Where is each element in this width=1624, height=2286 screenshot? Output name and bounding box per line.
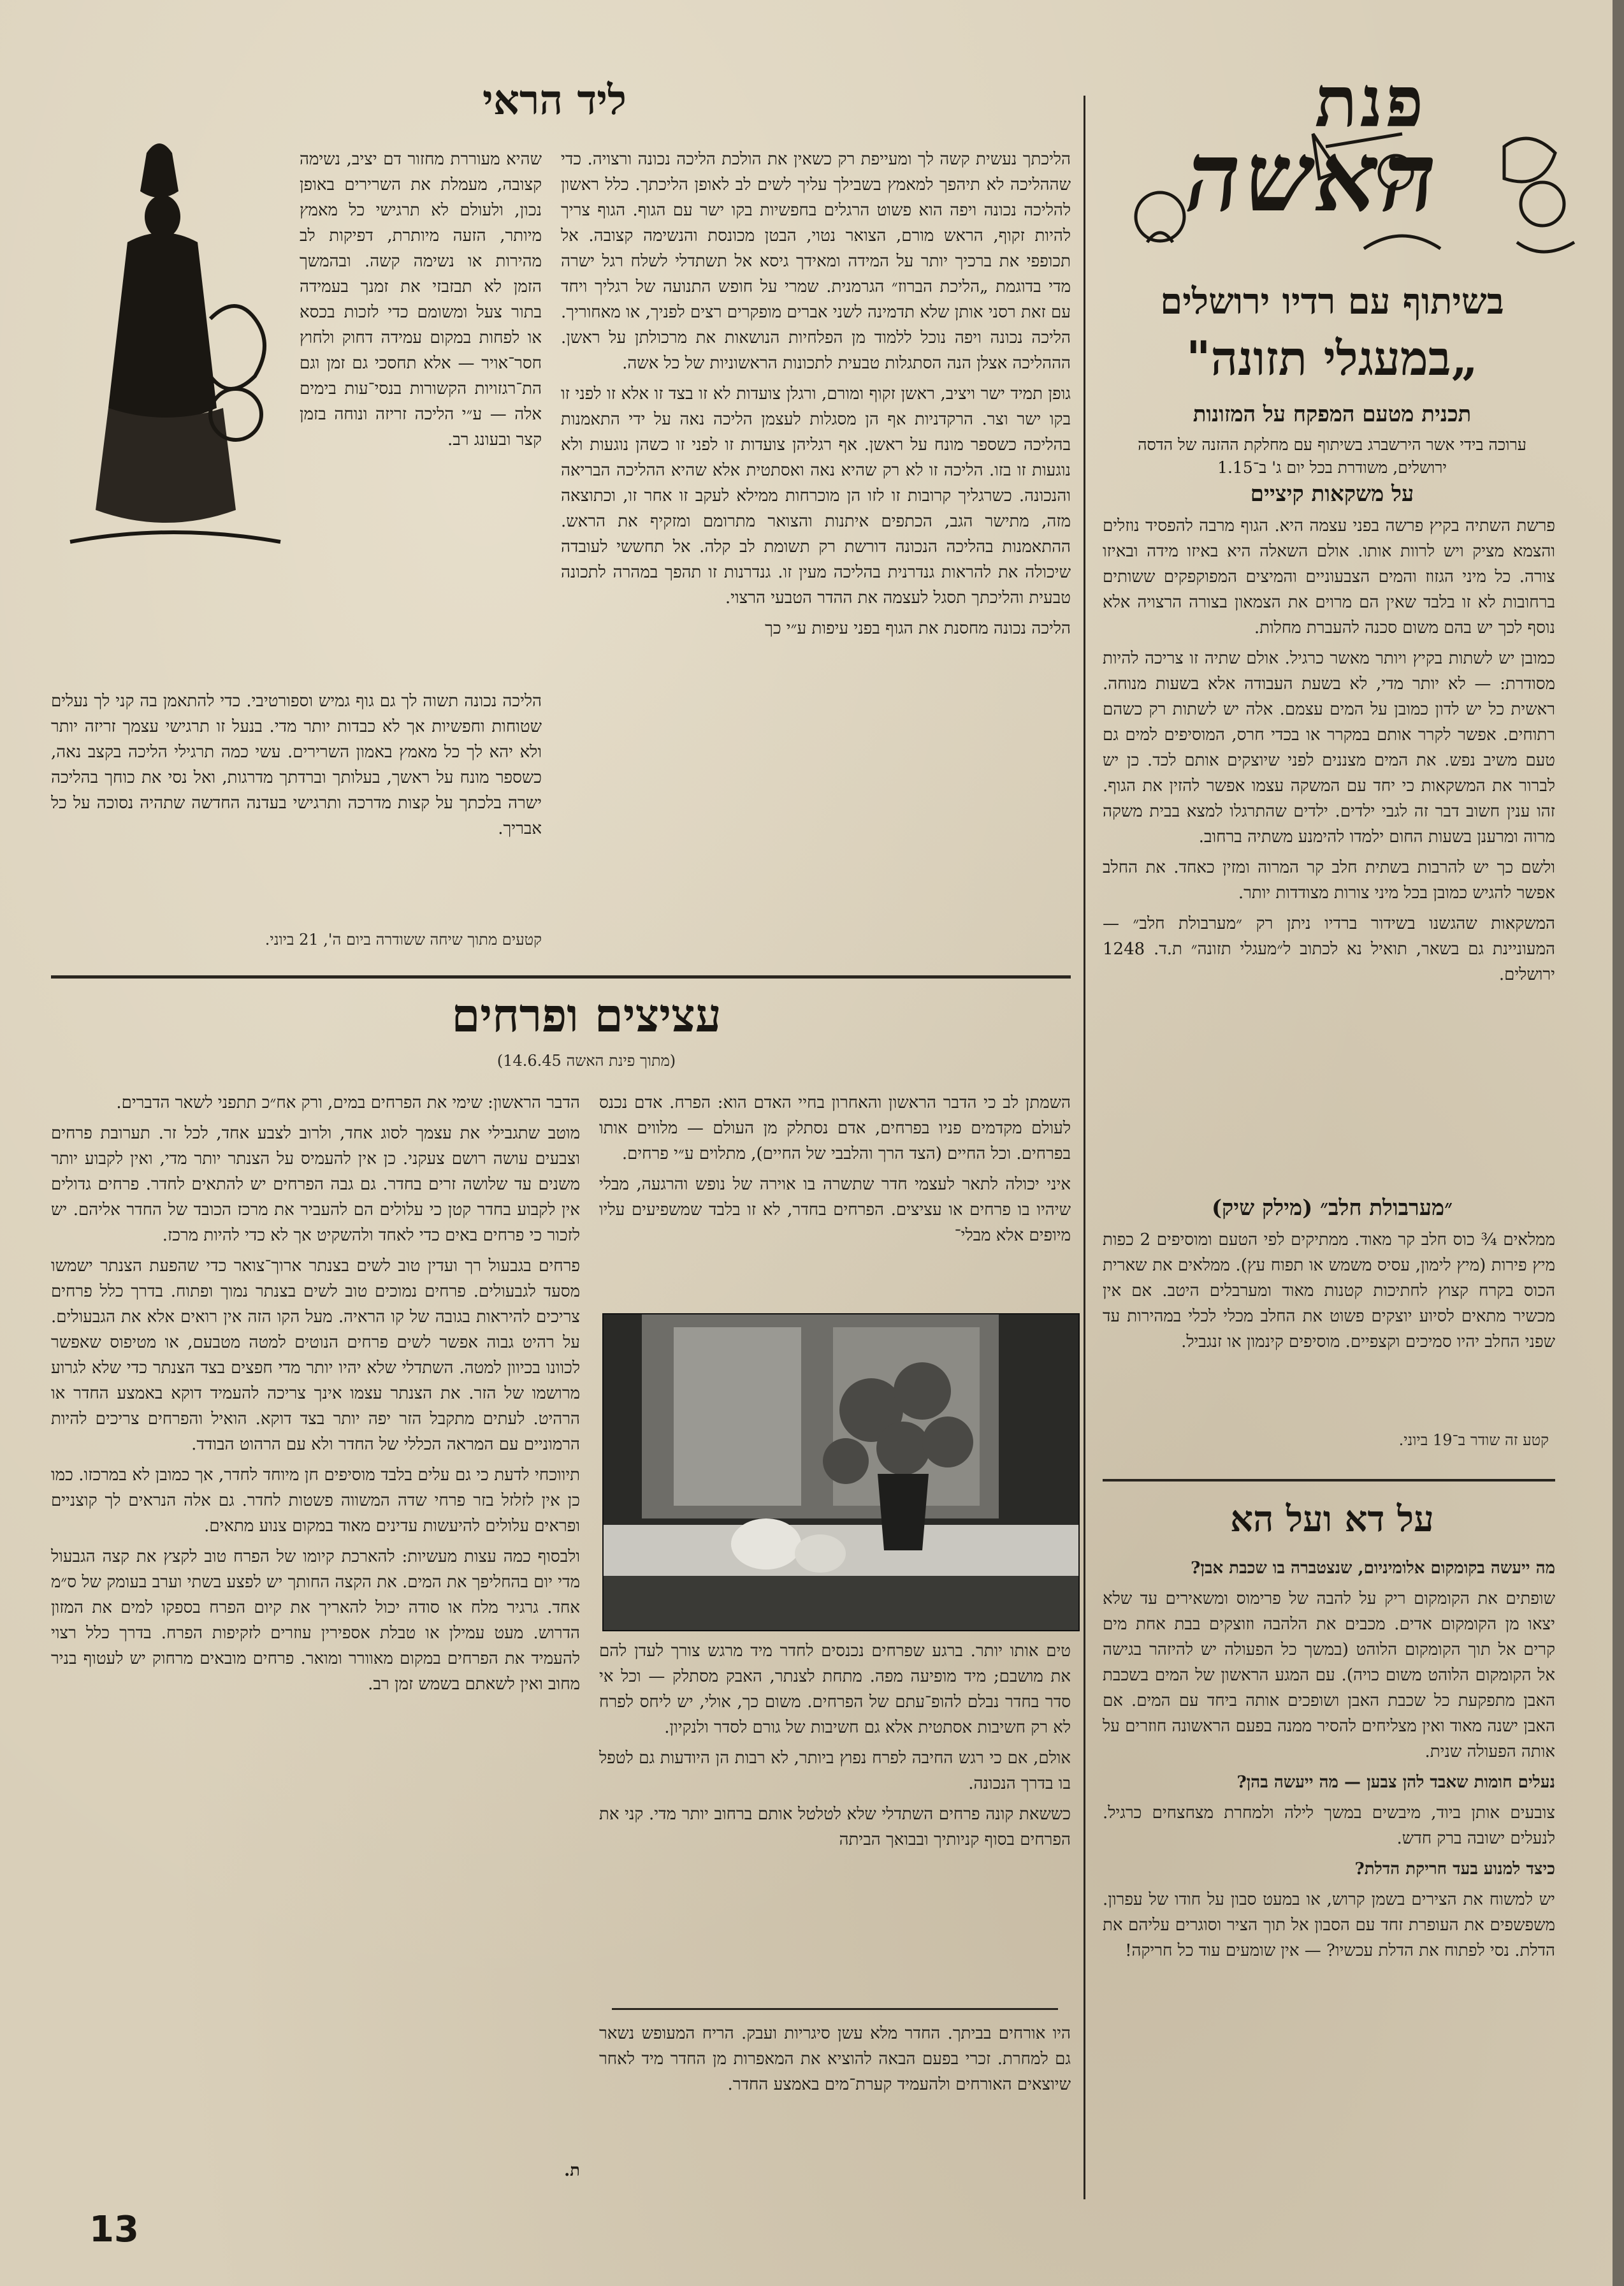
plants-intro [599,1090,1071,1307]
paragraph: ולשם כך יש להרבות בשתית חלב קר המרוה ומזין כאחד. את החלב אפשר להגיש כמובן בכל מיני צורות מצודדות יותר. [1103,858,1555,903]
summer-drinks-title: על משקאות קיציים [1250,481,1414,507]
this-and-that-body [1103,1555,1555,2199]
masthead-large: האשה [1185,121,1440,233]
plants-end-mark: ת. [564,2161,580,2180]
plants-tip [599,2021,1071,2148]
paragraph: תיווכחי לדעת כי גם עלים בלבד מוסיפים חן מיוחד לחדר, אך כמובן לא במרכזו. כמו כן אין לזלזל בזר פרחי שדה המשווה פשטות לחדר. גם אלה הנראים לך קוצניים ופראים עלולים להיעשות עדינים מאוד במקום צנוע מתאים. [51,1466,580,1536]
paragraph: ולבסוף כמה עצות מעשיות: להארכת קיומו של הפרח טוב לקצץ את קצה הגבעול מדי יום בהחליפך את המים. את הקצה החותך יש לפצע בשתי וערב בעומק של ס״מ אחד. גרגיר מלח או סודה יכול להאריך את קיום הפרח בספקו למים את המזון הדרוש. מעט עמילן או טבלת אספירין עוזרים לזקיפות הפרח. בדרך כלל רצוי להעמיד את הפרחים במקום מאוורר ומואר. פרחים מובאים מרחוק יש לעטוף בניר מחוב ואין לשאתם בשמש זמן רב. [51,1547,580,1694]
paragraph: טים אותו יותר. ברגע שפרחים נכנסים לחדר מיד מרגש צורך לעדן להם את מושבם; מיד מופיעה מפה. מתחת לצנתר, האבק מסתלק — וכל אי סדר בחדר נבלם להופ־עתם של הפרחים. משום כך, אולי, יש ליחס לפרח לא רק חשיבות אסתטית אלא גם חשיבות של גורם לסדר ולנקיון. [599,1642,1071,1737]
paragraph: כמובן יש לשתות בקיץ ויותר מאשר כרגיל. אולם שתיה זו צריכה להיות מסודרת: — לא יותר מדי, לא בשעת העבודה אלא בשעות מנוחה. ראשית כל יש לדון כמובן על המים עצמם. אלה יש לשתות רק כשהם רתוחים. אפשר לקרר אותם במקרר או בכדי חרס, המוסיפים למים גם טעם משיב נפש. את המים מצננים לפני שיוצקים אותם לכד. כן יש לברור את המשקאות כי יחד עם המשקה עצמו אפשר להזין את הגוף. זהו ענין חשוב דבר זה לגבי ילדים. ילדים שהתרגלו למצא בבית משקה מרוה ומרענן בשעות החום ילמדו להימנע משתיה ברחוב. [1103,649,1555,847]
mirror-col-left [300,147,542,682]
radio-program-title: „במעגלי תזונה" [1185,331,1479,386]
recipe-text: ממלאים ¾ כוס חלב קר מאוד. ממתיקים לפי הטעם ומוסיפים 2 כפות מיץ פירות (מיץ לימון, עסיס משמש או תפוח עץ). ממלאים את שארית הכוס בקרח קצוץ לחתיכות קטנות מאוד ומערבלים היטב. אם אין מכשיר מתאים לסיוע יוצקים פשוט את החלב מכלי לכלי במהירות עד שפני החלב יהיו סמיכים וקצפיים. מוסיפים קינמון או זנגביל. [1103,1230,1555,1351]
answer: שופתים את הקומקום ריק על להבה של פרימוס ומשאירים עד שלא יצאו מן הקומקום אדים. מכבים את הלהבה וזוצקים בבת אחת מים קרים אל תוך הקומקום הלוהט (במשך כל הפעולה יש להיזהר בגישה אל הקומקום הלוהט משום כויה). עם המגע הראשון של המים בשכבת האבן מתפקעת כל שכבת האבן ושופכים אותה ביחד עם המים. אם האבן ישנה מאוד ואין מצליחים להסיר ממנה בפעם הראשונה חוזרים על אותה הפעולה שנית. [1103,1589,1555,1761]
mirror-title: ליד הראי [482,76,627,124]
question: כיצד למנוע בעד חריקת הדלת? [1354,1860,1555,1879]
question: מה ייעשה בקומקום אלומיניום, שנצטברה בו שכבת אבן? [1191,1559,1555,1578]
mirror-col-right [561,147,1071,937]
radio-subtitle: תכנית מטעם המפקח על המזונות [1193,402,1472,427]
recipe-title: ״מערבולת חלב״ (מילק שיק) [1211,1195,1453,1221]
divider [1103,1479,1555,1482]
paragraph: היו אורחים בביתך. החדר מלא עשן סיגריות ועבק. הריח המעופש נשאר גם למחרת. זכרי בפעם הבאה להוציא את המאפרות מן החדר מיד לאחר שיוצאים האורחים ולהעמיד קערת־מים באמצע החדר. [599,2024,1071,2094]
mirror-credit: קטעים מתוך שיחה ששודרה ביום ה', 21 ביוני. [265,931,542,949]
masthead-small: פנת [1314,61,1426,143]
summer-drinks-body [1103,513,1555,1202]
paragraph: גופן תמיד ישר ויציב, ראשן זקוף ומורם, ורגלן צועדות לא זו בצד זו אלא זו לפני זו בקו ישר וצר. הרקדניות אף הן מסגלות לעצמן הליכה נאה על ידי התאמנות בהליכה כשספר מונח על ראשן. אף רגליהן צועדות זו לפני זו כשהן נוגעות ולא נוגעות זו בזו. הליכה זו לא רק שהיא נאה ואסתטית אלא שהיא ההליכה הבריאה והנכונה. כשרגליך קרובות זו לזו הן מוכרחות ממילא לעקב זו אחר זו, וכתוצאה מזה, מתישר הגב, הכתפים איתנות והצואר מתרומם ומזקיף את הראש. ההתאמנות בהליכה הנכונה דורשת רק תשומת לב קלה. אל תחששי לעובדה שיכולה את להראות גנדרנית בהליכה מעין זו. גנדרנות זו תהפך במהרה לתכונה טבעית והליכתך תסגל לעצמה את ההדר הטבעי הרצוי. [561,384,1071,608]
paragraph: מוטב שתגבילי את עצמך לסוג אחד, ולרוב לצבע אחד, לכל זר. תערובת פרחים וצבעים עושה רושם צעקני. כן אין להעמיס על הצנתר יותר מדי, ואין לקבוע יותר משנים עד שלושה זרים בחדר. גם גבה הפרחים יש להתאים לחדר. פרחים גדולים אין לקבוע בחדר קטן כי עלולים הם להעביר את מרכז הכובד של החדר אליהם. יש לזכור כי פרחים באים כדי לאחד ולהשקיט אך לא כדי להיות מרכז. [51,1124,580,1245]
answer: צובעים אותן ביוד, מיבשים במשך לילה ולמחרת מצחצחים כרגיל. לנעלים ישובה ברק חדש. [1103,1803,1555,1848]
page-number: 13 [89,2209,139,2250]
this-and-that-title: על דא ועל הא [1230,1498,1434,1540]
paragraph: השמתן לב כי הדבר הראשון והאחרון בחיי האדם הוא: הפרח. אדם נכנס לעולם מקדמים פניו בפרחים, אדם נסתלק מן העולם — מלווים אותו בפרחים. וכל החיים (הצד הרך והלבבי של החיים), מתלוים ע״י פרחים. [599,1093,1071,1163]
paragraph: כששאת קונה פרחים השתדלי שלא לטלטל אותם ברחוב יותר מדי. קני את הפרחים בסוף קניותיך ובבואך הביתה [599,1805,1071,1849]
plants-col-left [51,1090,580,2148]
plants-title: עציצים ופרחים [451,988,721,1042]
summer-drinks-credit: קטע זה שודר ב־19 ביוני. [1398,1431,1549,1449]
paragraph: הליכתך נעשית קשה לך ומעייפת רק כשאין את הולכת הליכה נכונה ורצויה. כדי שההליכה לא תיהפך למאמץ בשבילך עליך לשים לב לאופן הליכתך. כלל ראשון להליכה נכונה ויפה הוא פשוט הרגלים בחפשיות בקו ישר עם הגוף. הגוף צריך להיות זקוף, הראש מורם, הצואר נטוי, הבטן מכונסת והנשימה קצובה. אל תכופפי את ברכיך יותר על המידה ומאידך גיסא אל תשתדלי לשלח רגל ישרה מדי בדוגמת „הליכת הברוז״ הגרמנית. שמרי על חופש התנועה של רגליך ויחד עם זאת רסני אותן שלא תדמינה לשני אברים מופקרים רצים לפניך, או מאחוריך. הליכה נכונה ויפה נוכל ללמוד מן הפלחיות הנושאות את מרכולתן על ראשן. הההליכה אצלן הנה הסתגלות טבעית לתכונות הראשוניות של כל אשה. [561,150,1071,373]
divider [51,975,1071,979]
recipe-body [1103,1227,1555,1418]
paragraph: פרחים בגבעול רך ועדין טוב לשים בצנתר ארוך־צואר כדי שהפעת הצנתר ישמשו מסעד לגבעולים. פרחים נמוכים טוב לשים בצנתר נמוך ופתוח. בדרך כלל פרחים צריכים להיראות בגובה של קו הראיה. מעל הקו הזה אין רואים אלא את הגבעולים. על רהיט גבוה אפשר לשים פרחים הנוטים למטה מטבעם, או מטיפוס שאפשר לכוונו בכיוון למטה. השתדלי שלא יהיו יותר מדי חפצים בצד הצנתר כדי שלא לגרוע מרושמו של הזר. את הצנתר עצמו אינך צריכה להעמיד דוקא באמצע החדר או הרהיט. לעתים מתקבל הזר יפה יותר בצד דוקא. הואיל והפרחים צריכים להיות הרמוניים עם המראה הכללי של החדר ולא עם הרהוט הבודד. [51,1256,580,1454]
masthead-decoration [1122,121,1624,268]
paragraph: פרשת השתיה בקיץ פרשה בפני עצמה היא. הגוף מרבה להפסיד נוזלים והצמא מציק ויש לרוות אותו. אולם השאלה היא באיזו מידה ובאיזו צורה. כל מיני הגזוז והמים הצבעוניים והמיצים המפוקפקים ששותים ברחובות לא זו בלבד שאין הם מרוים את הצמאון בצורה הרצויה אלא נוסף לכך יש בהם משום סכנה להעברת מחלות. [1103,516,1555,637]
mirror-bottom-text [51,688,542,924]
woman-with-jar-illustration [51,127,293,574]
question: נעלים חומות שאבד להן צבען — מה ייעשה בהן? [1236,1773,1555,1792]
plants-col-right [599,1638,1071,1995]
column-divider [1084,96,1085,2199]
radio-partner: בשיתוף עם רדיו ירושלים [1160,280,1504,323]
divider [612,2008,1058,2010]
page-edge [1613,0,1624,2286]
paragraph: שהיא מעוררת מחזור דם יציב, נשימה קצובה, מעמלת את השרירים באופן נכון, ולעולם לא תרגישי כל מאמץ מיותר, הזעה מיותרת, דפיקות לב מהירות או נשימה קשה. ובהמשך הזמן לא תבזבזי את זמנך בעמידה בתור צעל ומשומם כדי לזכות בכסא או לפחות במקום עמידה דחוק ולחוץ חסר־אויר — אלא תחסכי גם זמן וגם הת־רגזויות הקשורות בנסי־עות בימים אלה — ע״י הליכה זריזה ונוחה בזמן קצר ובעונג רב. [300,150,542,449]
paragraph: אולם, אם כי רגש החיבה לפרח נפוץ ביותר, לא רבות הן היודעות גם לטפל בו בדרך הנכונה. [599,1749,1071,1793]
answer: יש למשוח את הצירים בשמן קרוש, או במעט סבון על חודו של עפרון. משפשפים את העופרת זחד עם הסבון אל תוך הציר וסוגרים עליהם את הדלת. נסי לפתוח את הדלת עכשיו? — אין שומעים עוד כל חריקה! [1103,1890,1555,1960]
paragraph: הליכה נכונה תשוה לך גם גוף גמיש וספורטיבי. כדי להתאמן בה קני לך נעלים שטוחות וחפשיות אך לא כבדות יותר מדי. בנעל זו תרגישי עצמך זריזה יותר ולא יהא לך כל מאמץ באמון השרירים. עשי כמה תרגילי הליכה בקצב נאה, כשספר מונח על ראשך, בעלותך וברדתך מדרגות, ואל נסי את כוחך בהליכה ישרה בלכתך על קצות מדרכה ותרגישי בעדנה החדשה שתהיה נסוכה על כל אבריך. [51,692,542,838]
photo-illustration [604,1314,1078,1630]
flower-vase-photo [602,1313,1080,1631]
paragraph: המשקאות שהגשנו בשידור ברדיו ניתן רק ״מערבולת חלב״ — המעוניינת גם בשאר, תואיל נא לכתוב ל״מעגלי תזונה״ ת.ד. 1248 ירושלים. [1103,914,1555,984]
radio-editor-line: ערוכה בידי אשר הירשברג בשיתוף עם מחלקת ההזנה של הדסה ירושלים, משודרת בכל יום ג' ב־1.15 [1138,435,1526,477]
paragraph: איני יכולה לתאר לעצמי חדר שתשרה בו אוירה של נופש והרגעה, מבלי שיהיו בו פרחים או עציצים. הפרחים בחדר, לא זו בלבד שמשפיעים עליו מיופים אלא מבלי־ [599,1175,1071,1245]
plants-source: (מתוך פינת האשה 14.6.45) [497,1052,676,1070]
paragraph: הדבר הראשון: שימי את הפרחים במים, ורק אח״כ תתפני לשאר הדברים. [116,1093,580,1112]
paragraph: הליכה נכונה מחסנת את הגוף בפני עיפות ע״י כך [765,619,1071,638]
